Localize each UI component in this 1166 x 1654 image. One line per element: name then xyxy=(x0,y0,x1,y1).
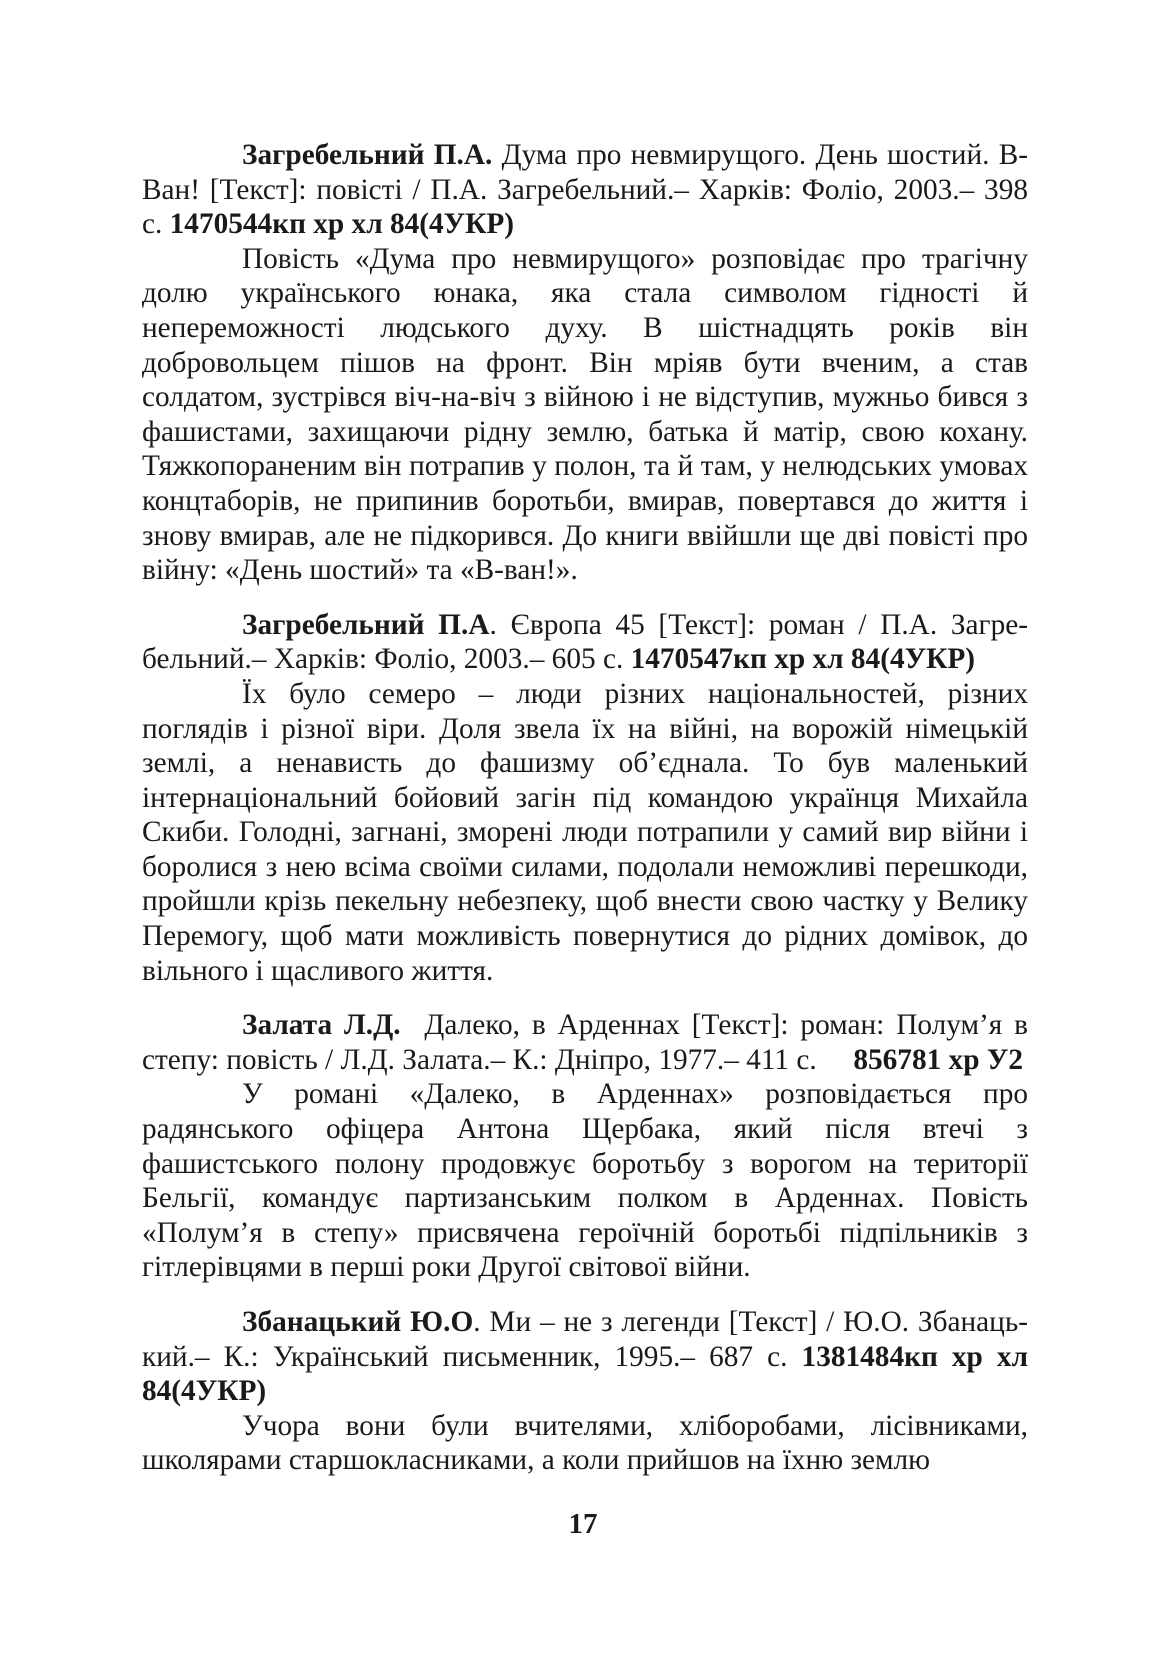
shelf-mark: 1470547кп хр хл 84(4УКР) xyxy=(630,643,975,676)
bibliography-entry xyxy=(142,1008,1036,1285)
citation-text: Дума про невмирущого. День шостий. В-Ван! [Текст]: повісті / П.А. Загребельний.– Харків: Фоліо, 2003.– 398 с. xyxy=(142,139,1028,241)
citation-text: Далеко, в Арденнах [Текст]: роман: Полум’я в степу: повість / Л.Д. Залата.– К.: Дніпро, 1977.– 411 с. xyxy=(142,1009,1036,1076)
shelf-mark: 1470544кп хр хл 84(4УКР) xyxy=(169,208,515,241)
citation xyxy=(142,1008,1036,1077)
shelf-mark: 1381484кп хр хл 84(4УКР) xyxy=(142,1340,1029,1408)
citation xyxy=(142,138,1028,242)
bibliography-entry xyxy=(142,608,1028,989)
author-name: Загребельний П.А. xyxy=(242,139,493,171)
document-page xyxy=(142,138,1036,1498)
bibliography-entry xyxy=(142,1305,1028,1478)
bibliography-entry xyxy=(142,138,1028,588)
annotation: Їх було семеро – люди різних національностей, різних поглядів і різної віри. Доля звела їх на війні, на ворожій німецькій землі, а ненависть до фашизму об’єднала. То був маленький інтернаціональний бойовий загін під командою українця Михайла Скиби. Голодні, загнані, зморені люди потрапили у самий вир війни і боролися з нею всіма своїми силами, подолали неможливі перешкоди, пройшли крізь пекельну небезпеку, щоб внести свою частку у Велику Перемогу, щоб мати можливість повернутися до рідних домівок, до вільного і щасливого життя. xyxy=(142,677,1028,987)
author-name: Залата Л.Д. xyxy=(242,1009,401,1042)
annotation: Повість «Дума про невмирущого» розповідає про трагічну долю українського юнака, яка стала символом гідності й непереможності людського духу. В шістнадцять років він добровольцем пішов на фронт. Він мріяв бути вченим, а став солдатом, зустрівся віч-на-віч з війною і не відступив, мужньо бився з фашистами, захищаючи рідну землю, батька й матір, свою кохану. Тяжкопораненим він потрапив у полон, та й там, у нелюдських умовах концтаборів, не припинив боротьби, вмирав, повертався до життя і знову вмирав, але не підкорився. До книги ввійшли ще дві повісті про війну: «День шостий» та «В-ван!». xyxy=(142,242,1028,587)
citation xyxy=(142,608,1028,677)
annotation: У романі «Далеко, в Арденнах» розповідається про радянського офіцера Антона Щербака, який після втечі з фашистського полону продовжує боротьбу з ворогом на території Бельгії, командує партизанським полком в Арденнах. Повість «Полум’я в степу» присвячена героїчній боротьбі підпільників з гітлерівцями в перші роки Другої світової війни. xyxy=(142,1078,1028,1284)
author-name: Загребельний П.А xyxy=(242,608,490,641)
annotation: Учора вони були вчителями, хліборобами, лісівниками, школярами старшокласниками, а коли прийшов на їхню землю xyxy=(142,1409,1028,1477)
author-name: Збанацький Ю.О xyxy=(242,1306,474,1338)
citation-text: . Європа 45 [Текст]: роман / П.А. Загребельний.– Харків: Фоліо, 2003.– 605 с. xyxy=(142,608,1028,676)
page-number: 17 xyxy=(568,1508,598,1540)
citation-text: . Ми – не з легенди [Текст] / Ю.О. Збанацький.– К.: Український письменник, 1995.– 687 с. xyxy=(142,1306,1028,1373)
shelf-mark: 856781 хр У2 xyxy=(853,1043,1023,1076)
citation xyxy=(142,1305,1028,1409)
